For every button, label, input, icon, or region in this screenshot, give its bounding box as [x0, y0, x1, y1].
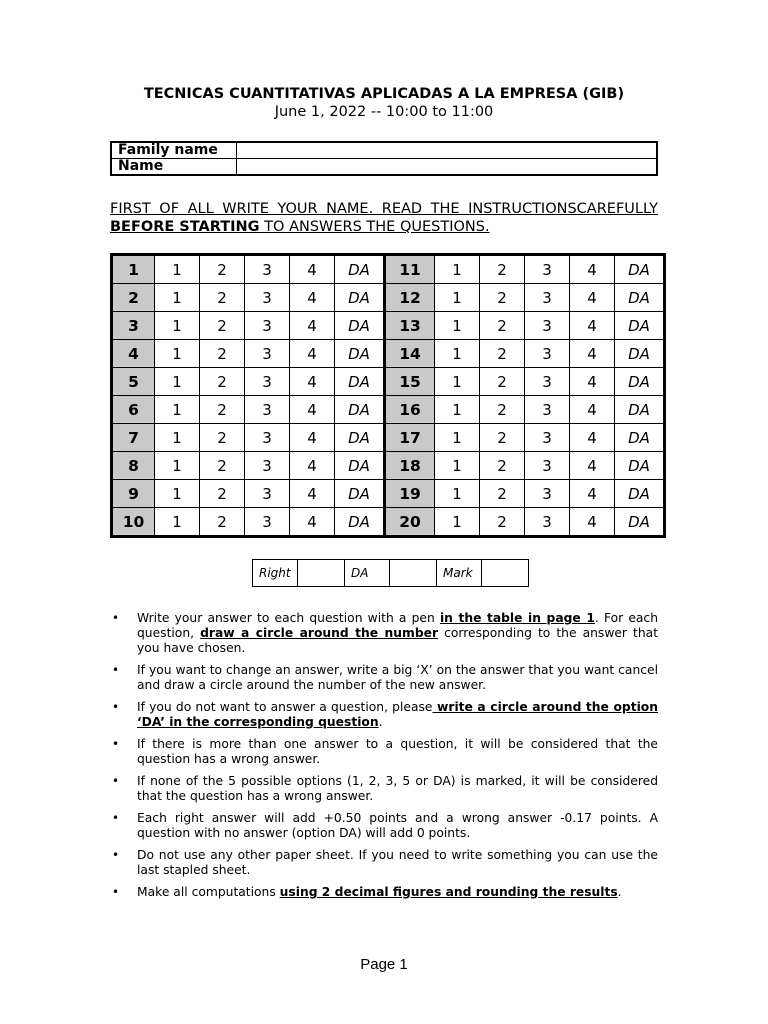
instruction-item: [110, 811, 658, 841]
answer-option[interactable]: 1: [435, 368, 480, 396]
question-number: 12: [385, 284, 435, 312]
answer-option[interactable]: DA: [335, 508, 385, 537]
answer-option[interactable]: 1: [155, 508, 200, 537]
answer-option[interactable]: 2: [200, 255, 245, 284]
answer-option[interactable]: 4: [290, 424, 335, 452]
answer-row: [112, 452, 665, 480]
bullet-icon: •: [112, 700, 120, 714]
answer-option[interactable]: 4: [570, 284, 615, 312]
answer-option[interactable]: 2: [480, 340, 525, 368]
answer-grid: [110, 253, 666, 538]
question-number: 18: [385, 452, 435, 480]
answer-option[interactable]: 4: [570, 396, 615, 424]
da-field[interactable]: [390, 560, 437, 587]
answer-option[interactable]: DA: [615, 368, 665, 396]
instruction-text: .: [378, 715, 383, 729]
instruction-text: If you do not want to answer a question, please: [137, 700, 433, 714]
answer-option[interactable]: 2: [200, 480, 245, 508]
family-name-field[interactable]: [237, 142, 658, 159]
answer-option[interactable]: DA: [615, 312, 665, 340]
question-number: 13: [385, 312, 435, 340]
bullet-icon: •: [112, 774, 120, 788]
answer-row: [112, 480, 665, 508]
answer-option[interactable]: 3: [525, 368, 570, 396]
answer-option[interactable]: 4: [570, 452, 615, 480]
name-form: [110, 141, 658, 176]
answer-option[interactable]: 1: [435, 452, 480, 480]
instruction-text: Each right answer will add +0.50 points and a wrong answer -0.17 points. A question with no answer (option DA) will add 0 points.: [137, 811, 658, 840]
answer-option[interactable]: 2: [480, 452, 525, 480]
question-number: 10: [112, 508, 155, 537]
question-number: 8: [112, 452, 155, 480]
answer-option[interactable]: 1: [435, 508, 480, 537]
answer-option[interactable]: 2: [480, 284, 525, 312]
answer-option[interactable]: 4: [290, 480, 335, 508]
instruction-text: Make all computations: [137, 885, 280, 899]
answer-option[interactable]: DA: [335, 396, 385, 424]
answer-option[interactable]: 2: [200, 368, 245, 396]
instruction-text: . For each question,: [137, 611, 658, 640]
answer-option[interactable]: 2: [200, 340, 245, 368]
answer-option[interactable]: DA: [335, 312, 385, 340]
answer-option[interactable]: 3: [525, 480, 570, 508]
question-number: 20: [385, 508, 435, 537]
intro-instruction: [110, 200, 658, 236]
answer-option[interactable]: 1: [155, 480, 200, 508]
question-number: 1: [112, 255, 155, 284]
answer-option[interactable]: 2: [200, 284, 245, 312]
answer-option[interactable]: 4: [290, 340, 335, 368]
answer-option[interactable]: 3: [525, 396, 570, 424]
instruction-item: [110, 774, 658, 804]
question-number: 7: [112, 424, 155, 452]
page-number: Page 1: [360, 956, 408, 973]
answer-option[interactable]: 3: [525, 255, 570, 284]
question-number: 5: [112, 368, 155, 396]
answer-option[interactable]: 2: [200, 452, 245, 480]
exam-date: June 1, 2022 -- 10:00 to 11:00: [274, 104, 494, 120]
instruction-emphasis: using 2 decimal figures and rounding the results: [279, 885, 618, 899]
answer-option[interactable]: 4: [290, 452, 335, 480]
answer-row: [112, 508, 665, 537]
instruction-text: Write your answer to each question with a pen: [137, 611, 440, 625]
instruction-text: .: [617, 885, 622, 899]
bullet-icon: •: [112, 663, 120, 677]
answer-option[interactable]: 1: [155, 452, 200, 480]
answer-option[interactable]: 1: [155, 255, 200, 284]
answer-option[interactable]: 2: [480, 480, 525, 508]
answer-option[interactable]: 3: [525, 424, 570, 452]
question-number: 16: [385, 396, 435, 424]
question-number: 11: [385, 255, 435, 284]
mark-field[interactable]: [482, 560, 529, 587]
answer-option[interactable]: 2: [200, 424, 245, 452]
bullet-icon: •: [112, 811, 120, 825]
mark-label: Mark: [437, 560, 482, 587]
question-number: 3: [112, 312, 155, 340]
answer-option[interactable]: DA: [615, 508, 665, 537]
answer-option[interactable]: 3: [525, 284, 570, 312]
answer-option[interactable]: 1: [435, 424, 480, 452]
answer-option[interactable]: DA: [615, 340, 665, 368]
instruction-text: corresponding to the answer that you have chosen.: [137, 626, 659, 655]
answer-option[interactable]: 4: [290, 255, 335, 284]
instruction-text: If there is more than one answer to a question, it will be considered that the question has a wrong answer.: [137, 737, 658, 766]
instruction-item: [110, 663, 658, 693]
answer-row: [112, 340, 665, 368]
answer-option[interactable]: DA: [335, 284, 385, 312]
answer-option[interactable]: 3: [525, 340, 570, 368]
bullet-icon: •: [112, 737, 120, 751]
instruction-emphasis: write a circle around the option ‘DA’ in the corresponding question: [137, 700, 658, 729]
answer-option[interactable]: 1: [155, 312, 200, 340]
answer-option[interactable]: 4: [570, 508, 615, 537]
answer-option[interactable]: 2: [200, 312, 245, 340]
instruction-emphasis: in the table in page 1: [439, 611, 595, 625]
answer-option[interactable]: 4: [570, 480, 615, 508]
answer-row: [112, 312, 665, 340]
answer-option[interactable]: 4: [570, 424, 615, 452]
answer-option[interactable]: 4: [570, 312, 615, 340]
question-number: 9: [112, 480, 155, 508]
answer-option[interactable]: 2: [480, 368, 525, 396]
answer-option[interactable]: 1: [435, 312, 480, 340]
answer-option[interactable]: 1: [155, 368, 200, 396]
answer-option[interactable]: 3: [245, 480, 290, 508]
intro-rest: TO ANSWERS THE QUESTIONS.: [259, 219, 490, 235]
answer-option[interactable]: 1: [435, 255, 480, 284]
answer-option[interactable]: 3: [245, 368, 290, 396]
answer-option[interactable]: DA: [335, 452, 385, 480]
exam-title: TECNICAS CUANTITATIVAS APLICADAS A LA EMPRESA (GIB): [143, 86, 625, 102]
answer-option[interactable]: DA: [335, 424, 385, 452]
bullet-icon: •: [112, 885, 120, 899]
answer-row: [112, 284, 665, 312]
answer-option[interactable]: DA: [615, 480, 665, 508]
instruction-emphasis: draw a circle around the number: [200, 626, 439, 640]
answer-row: [112, 368, 665, 396]
answer-option[interactable]: 4: [570, 255, 615, 284]
question-number: 19: [385, 480, 435, 508]
answer-option[interactable]: 4: [290, 368, 335, 396]
answer-option[interactable]: 1: [155, 340, 200, 368]
answer-option[interactable]: 3: [245, 284, 290, 312]
answer-option[interactable]: 3: [245, 312, 290, 340]
instructions-list: [110, 611, 658, 907]
instruction-text: If none of the 5 possible options (1, 2, 3, 5 or DA) is marked, it will be considered that the question has a wrong answer.: [137, 774, 658, 803]
answer-option[interactable]: 2: [480, 255, 525, 284]
answer-option[interactable]: DA: [615, 424, 665, 452]
instruction-item: [110, 848, 658, 878]
answer-option[interactable]: DA: [335, 480, 385, 508]
answer-option[interactable]: DA: [615, 284, 665, 312]
answer-option[interactable]: DA: [335, 340, 385, 368]
answer-option[interactable]: 3: [245, 396, 290, 424]
answer-option[interactable]: DA: [335, 368, 385, 396]
answer-row: [112, 396, 665, 424]
right-field[interactable]: [298, 560, 345, 587]
answer-option[interactable]: 4: [570, 340, 615, 368]
score-box: [252, 559, 529, 587]
intro-line: FIRST OF ALL WRITE YOUR NAME. READ THE INSTRUCTIONSCAREFULLY: [110, 201, 658, 217]
name-field[interactable]: [237, 159, 658, 176]
answer-option[interactable]: 2: [200, 396, 245, 424]
answer-option[interactable]: 3: [245, 508, 290, 537]
answer-option[interactable]: DA: [335, 255, 385, 284]
answer-option[interactable]: 1: [155, 396, 200, 424]
answer-option[interactable]: 2: [480, 396, 525, 424]
answer-option[interactable]: 4: [570, 368, 615, 396]
answer-option[interactable]: DA: [615, 452, 665, 480]
answer-option[interactable]: 3: [245, 424, 290, 452]
answer-option[interactable]: 3: [525, 452, 570, 480]
answer-option[interactable]: 3: [525, 312, 570, 340]
instruction-item: [110, 700, 658, 730]
answer-option[interactable]: 1: [435, 284, 480, 312]
right-label: Right: [253, 560, 298, 587]
instruction-item: [110, 737, 658, 767]
instruction-text: If you want to change an answer, write a big ‘X’ on the answer that you want cancel and draw a circle around the number of the new answer.: [137, 663, 658, 692]
answer-option[interactable]: 2: [480, 312, 525, 340]
instruction-item: [110, 611, 658, 656]
answer-option[interactable]: 1: [155, 424, 200, 452]
instruction-item: [110, 885, 658, 900]
question-number: 17: [385, 424, 435, 452]
answer-option[interactable]: 3: [245, 452, 290, 480]
answer-option[interactable]: 4: [290, 284, 335, 312]
question-number: 4: [112, 340, 155, 368]
answer-option[interactable]: 4: [290, 312, 335, 340]
intro-bold: BEFORE STARTING: [110, 219, 260, 235]
answer-option[interactable]: 1: [435, 480, 480, 508]
answer-option[interactable]: 1: [435, 396, 480, 424]
answer-row: [112, 424, 665, 452]
answer-option[interactable]: 4: [290, 508, 335, 537]
da-label: DA: [345, 560, 390, 587]
question-number: 6: [112, 396, 155, 424]
answer-option[interactable]: 3: [245, 255, 290, 284]
answer-option[interactable]: DA: [615, 255, 665, 284]
answer-option[interactable]: DA: [615, 396, 665, 424]
name-label: Name: [111, 159, 237, 176]
instruction-text: Do not use any other paper sheet. If you need to write something you can use the last stapled sheet.: [137, 848, 658, 877]
answer-option[interactable]: 4: [290, 396, 335, 424]
question-number: 14: [385, 340, 435, 368]
answer-option[interactable]: 1: [155, 284, 200, 312]
question-number: 15: [385, 368, 435, 396]
bullet-icon: •: [112, 611, 120, 625]
answer-option[interactable]: 2: [200, 508, 245, 537]
answer-option[interactable]: 2: [480, 508, 525, 537]
answer-option[interactable]: 3: [525, 508, 570, 537]
answer-option[interactable]: 3: [245, 340, 290, 368]
answer-row: [112, 255, 665, 284]
question-number: 2: [112, 284, 155, 312]
family-name-label: Family name: [111, 142, 237, 159]
bullet-icon: •: [112, 848, 120, 862]
answer-option[interactable]: 1: [435, 340, 480, 368]
answer-option[interactable]: 2: [480, 424, 525, 452]
